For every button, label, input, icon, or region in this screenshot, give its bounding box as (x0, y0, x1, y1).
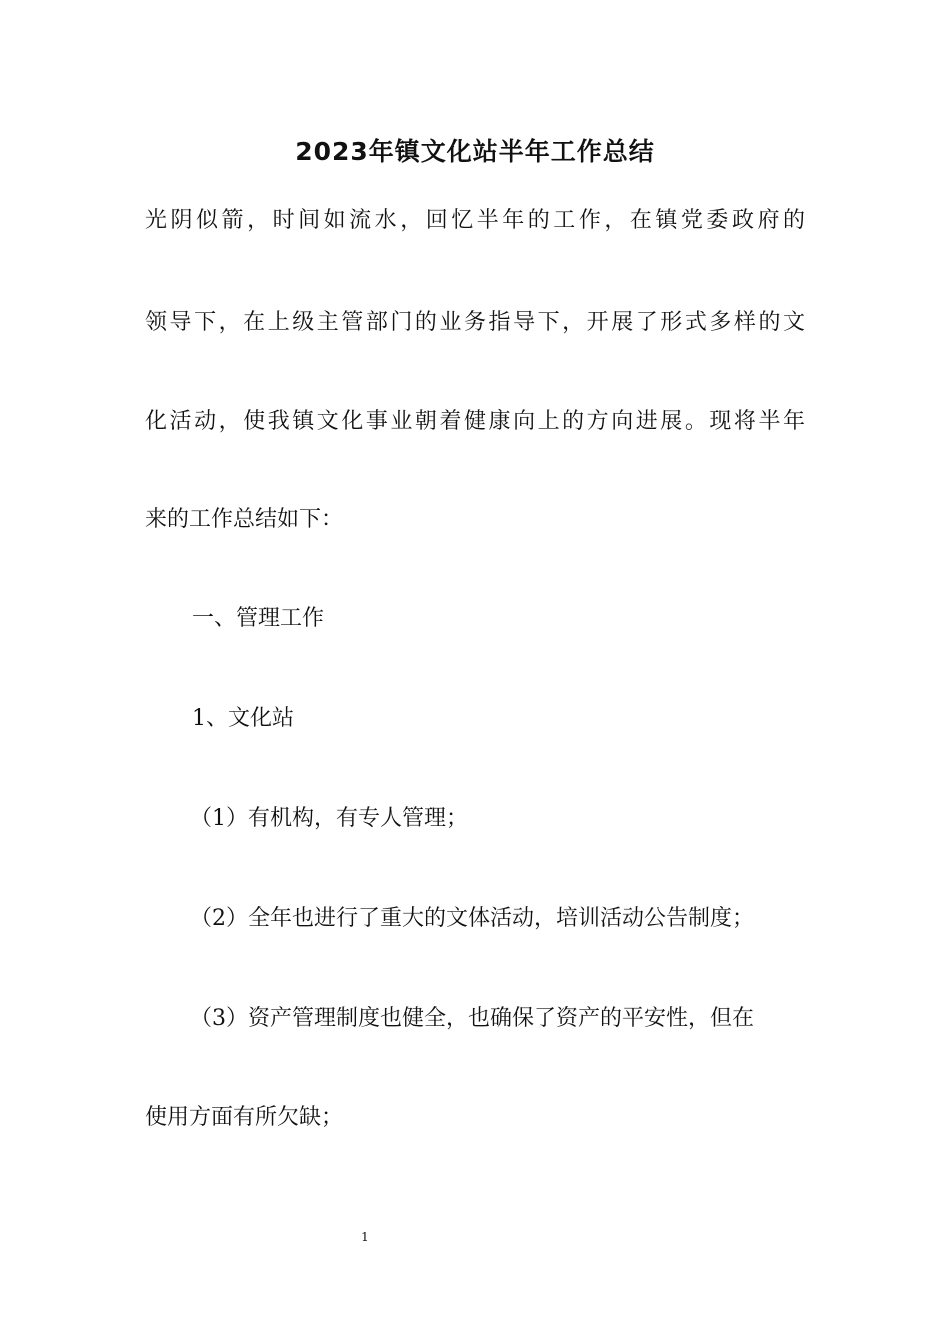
list-item-3-continuation: 使用方面有所欠缺； (145, 1105, 344, 1130)
list-item-3: （3）资产管理制度也健全，也确保了资产的平安性，但在 (190, 1006, 754, 1031)
document-title: 2023年镇文化站半年工作总结 (295, 137, 655, 166)
intro-line-2: 领导下，在上级主管部门的业务指导下，开展了形式多样的文 (145, 310, 805, 335)
list-item-2: （2）全年也进行了重大的文体活动，培训活动公告制度； (190, 906, 754, 931)
intro-line-3: 化活动，使我镇文化事业朝着健康向上的方向进展。现将半年 (145, 409, 805, 434)
section-heading: 一、管理工作 (192, 606, 325, 631)
intro-line-4: 来的工作总结如下： (145, 507, 344, 532)
list-item-1: （1）有机构，有专人管理； (190, 806, 468, 831)
subsection-heading: 1、文化站 (192, 706, 294, 731)
intro-line-1: 光阴似箭，时间如流水，回忆半年的工作，在镇党委政府的 (145, 208, 805, 233)
page-number: 1 (361, 1230, 369, 1244)
